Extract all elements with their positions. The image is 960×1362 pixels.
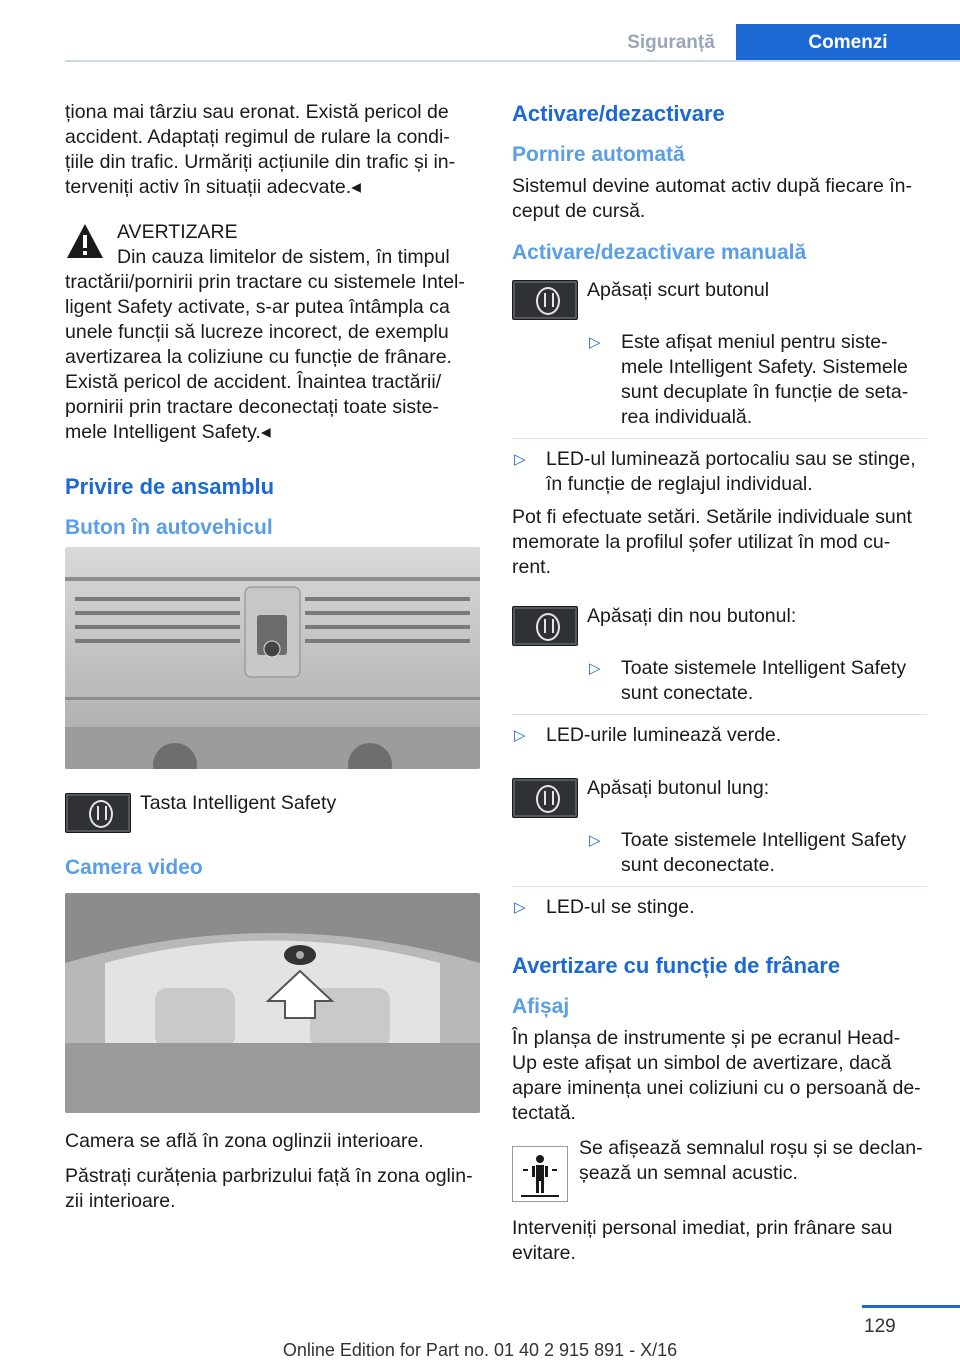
left-column (65, 100, 480, 1224)
camera-photo (65, 893, 480, 1113)
list-item: ▷ LED-ul luminează portocaliu sau se stinge, în funcție de reglajul individual. (512, 439, 927, 505)
intelligent-safety-button-icon (512, 280, 578, 320)
list-item: ▷ Este afișat meniul pentru siste‐ mele Intelligent Safety. Sistemele sunt decuplate în funcție de seta‐ rea individuală. (587, 322, 927, 438)
short-press-list (587, 322, 927, 438)
header-chapter-tab: Comenzi (736, 24, 960, 62)
signal-text: Se afișează semnalul roșu și se declan‐ șează un semnal acustic. (579, 1137, 923, 1184)
list-item: ▷ LED-urile luminează verde. (512, 715, 927, 756)
auto-start-text: Sistemul devine automat activ după fiecare în‐ ceput de cursă. (512, 175, 912, 222)
long-press-text: Apăsați butonul lung: (587, 777, 770, 799)
heading-brake-warning: Avertizare cu funcție de frânare (512, 953, 841, 978)
short-press-line (512, 272, 927, 312)
list-item: ▷ LED-ul se stinge. (512, 887, 927, 928)
warning-body: tractării/pornirii prin tractare cu sistemele Intel‐ ligent Safety activate, s-ar putea întâmpla ca unele funcții să lucreze incorect, de exemplu avertizarea la coliziune cu funcție de frânare. Există pericol de accident. Înaintea tractării/ pornirii prin tractare deconectați toate siste‐ mele Intelligent Safety.◂ (65, 271, 465, 443)
intro-paragraph: ționa mai târziu sau eronat. Există pericol de accident. Adaptați regimul de rulare la condi‐ țiile din trafic. Urmăriți acțiunile din trafic și in‐ terveniți activ în situații adecvate.◂ (65, 101, 456, 198)
heading-activate-deactivate: Activare/dezactivare (512, 101, 725, 126)
long-press-list (587, 820, 927, 886)
short-press-text: Apăsați scurt butonul (587, 279, 770, 301)
button-caption-line (65, 785, 480, 825)
dashboard-button-photo (65, 547, 480, 769)
heading-auto-start: Pornire automată (512, 143, 685, 166)
long-press-line (512, 770, 927, 810)
intelligent-safety-button-icon (65, 793, 131, 833)
warning-box (65, 220, 480, 445)
heading-camera: Camera video (65, 856, 203, 879)
pedestrian-warning-icon (512, 1146, 568, 1202)
header-divider (65, 60, 960, 62)
display-text: În planșa de instrumente și pe ecranul Head- Up este afișat un simbol de avertizare, dacă apare iminența unei coliziuni cu o persoană de‐ tectată. (512, 1027, 921, 1124)
heading-manual: Activare/dezactivare manuală (512, 241, 807, 264)
press-again-list (587, 648, 927, 714)
intelligent-safety-button-icon (512, 778, 578, 818)
press-again-text: Apăsați din nou butonul: (587, 605, 797, 627)
warning-lead: Din cauza limitelor de sistem, în timpul (117, 246, 450, 268)
press-again-line (512, 598, 927, 638)
camera-location-text: Camera se află în zona oglinzii interioare. (65, 1130, 424, 1152)
camera-clean-text: Păstrați curățenia parbrizului față în zona oglin‐ zii interioare. (65, 1165, 473, 1212)
led-orange-list (512, 438, 927, 505)
heading-overview: Privire de ansamblu (65, 474, 275, 499)
page-number: 129 (864, 1316, 896, 1337)
list-item: ▷ Toate sistemele Intelligent Safety sunt deconectate. (587, 820, 927, 886)
led-green-list (512, 714, 927, 756)
warning-title: AVERTIZARE (117, 221, 238, 243)
settings-text: Pot fi efectuate setări. Setările individuale sunt memorate la profilul șofer utilizat în mod cu‐ rent. (512, 506, 912, 578)
button-caption: Tasta Intelligent Safety (140, 792, 337, 814)
heading-button-in-vehicle: Buton în autovehicul (65, 516, 273, 539)
led-off-list (512, 886, 927, 928)
header-section-tab: Siguranță (627, 32, 715, 53)
footer-rule (862, 1305, 960, 1308)
list-item: ▷ Toate sistemele Intelligent Safety sunt conectate. (587, 648, 927, 714)
heading-display: Afișaj (512, 995, 570, 1018)
edition-text: Online Edition for Part no. 01 40 2 915 891 - X/16 (282, 1340, 678, 1360)
signal-line (512, 1136, 927, 1202)
intervene-text: Interveniți personal imediat, prin frânare sau evitare. (512, 1217, 893, 1264)
warning-triangle-icon (65, 222, 105, 260)
right-column (512, 100, 927, 1276)
intelligent-safety-button-icon (512, 606, 578, 646)
